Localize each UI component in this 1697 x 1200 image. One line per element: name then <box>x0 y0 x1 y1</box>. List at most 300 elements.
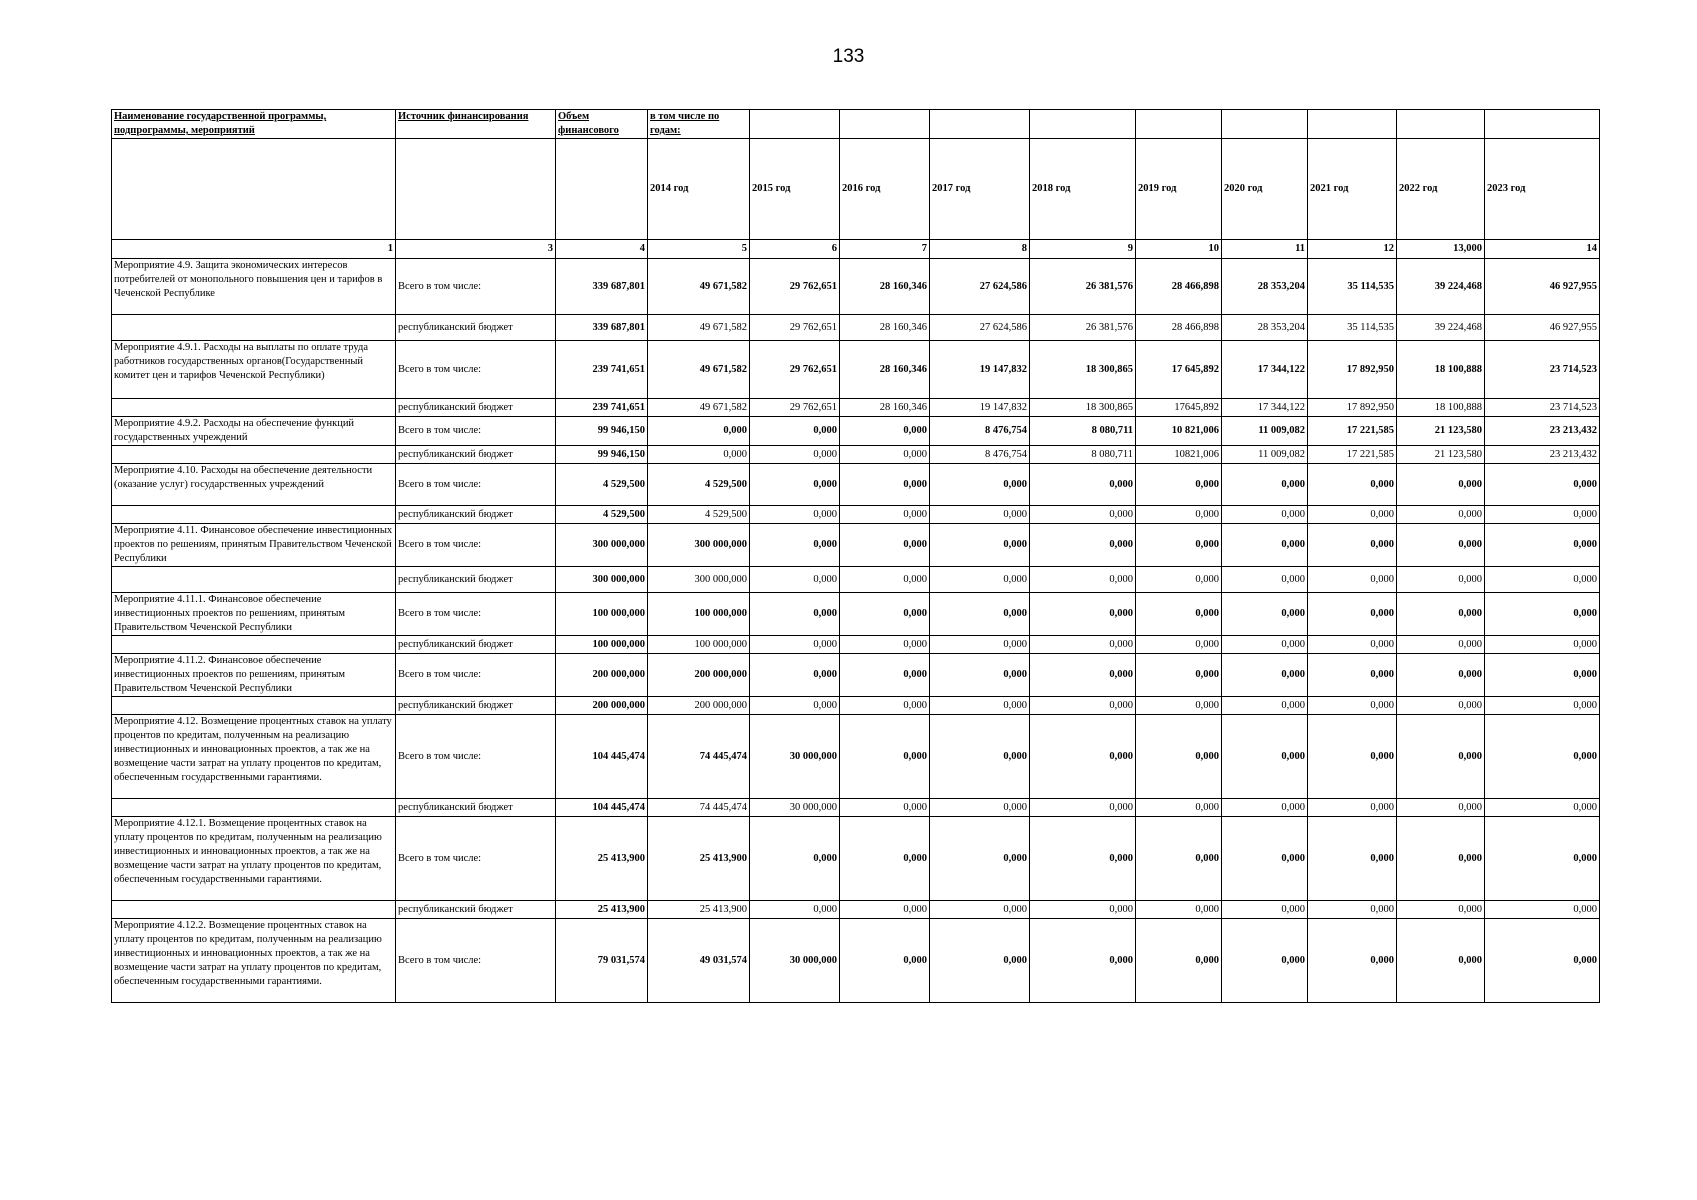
year-value-cell: 25 413,900 <box>648 901 750 919</box>
activity-name-cell <box>112 799 396 817</box>
year-value-cell: 0,000 <box>1308 901 1397 919</box>
year-value-cell: 0,000 <box>1485 636 1600 654</box>
funding-source-cell: Всего в том числе: <box>396 341 556 399</box>
total-volume-cell: 25 413,900 <box>556 901 648 919</box>
year-value-cell: 10 821,006 <box>1136 417 1222 446</box>
header-source: Источник финансирования <box>396 110 556 139</box>
year-label: 2019 год <box>1136 139 1222 240</box>
year-value-cell: 26 381,576 <box>1030 259 1136 315</box>
year-value-cell: 23 213,432 <box>1485 417 1600 446</box>
year-value-cell: 300 000,000 <box>648 524 750 567</box>
header-row-titles <box>112 110 1600 139</box>
header-by-years: в том числе по годам: <box>648 110 750 139</box>
year-value-cell: 0,000 <box>1136 817 1222 901</box>
year-value-cell: 0,000 <box>1136 506 1222 524</box>
year-value-cell: 0,000 <box>1222 715 1308 799</box>
activity-name-cell <box>112 636 396 654</box>
year-label: 2020 год <box>1222 139 1308 240</box>
year-value-cell: 18 300,865 <box>1030 341 1136 399</box>
header-row-years <box>112 139 1600 240</box>
total-volume-cell: 339 687,801 <box>556 315 648 341</box>
year-value-cell: 49 671,582 <box>648 315 750 341</box>
funding-source-cell: Всего в том числе: <box>396 817 556 901</box>
year-value-cell: 21 123,580 <box>1397 446 1485 464</box>
year-value-cell: 28 353,204 <box>1222 259 1308 315</box>
year-value-cell: 0,000 <box>1222 817 1308 901</box>
year-value-cell: 8 476,754 <box>930 417 1030 446</box>
year-value-cell: 0,000 <box>1030 799 1136 817</box>
year-value-cell: 0,000 <box>930 817 1030 901</box>
year-value-cell: 39 224,468 <box>1397 259 1485 315</box>
table-row-budget <box>112 901 1600 919</box>
year-value-cell: 11 009,082 <box>1222 417 1308 446</box>
year-value-cell: 29 762,651 <box>750 399 840 417</box>
year-value-cell: 8 080,711 <box>1030 446 1136 464</box>
column-number: 13,000 <box>1397 240 1485 259</box>
year-value-cell: 0,000 <box>1397 817 1485 901</box>
year-value-cell: 0,000 <box>750 464 840 506</box>
year-value-cell: 0,000 <box>1485 654 1600 697</box>
funding-source-cell: республиканский бюджет <box>396 446 556 464</box>
year-value-cell: 0,000 <box>1030 715 1136 799</box>
year-value-cell: 0,000 <box>1485 593 1600 636</box>
year-value-cell: 100 000,000 <box>648 636 750 654</box>
year-label: 2016 год <box>840 139 930 240</box>
table-row-activity <box>112 464 1600 506</box>
column-number: 11 <box>1222 240 1308 259</box>
funding-source-cell: Всего в том числе: <box>396 593 556 636</box>
table-row-budget <box>112 636 1600 654</box>
year-value-cell: 49 671,582 <box>648 259 750 315</box>
year-value-cell: 74 445,474 <box>648 715 750 799</box>
year-value-cell: 0,000 <box>1308 817 1397 901</box>
year-label: 2015 год <box>750 139 840 240</box>
column-number: 12 <box>1308 240 1397 259</box>
year-value-cell: 18 100,888 <box>1397 341 1485 399</box>
year-label: 2018 год <box>1030 139 1136 240</box>
year-value-cell: 30 000,000 <box>750 919 840 1003</box>
funding-source-cell: Всего в том числе: <box>396 654 556 697</box>
year-value-cell: 49 671,582 <box>648 399 750 417</box>
year-value-cell: 0,000 <box>1222 464 1308 506</box>
year-value-cell: 0,000 <box>1397 464 1485 506</box>
year-value-cell: 28 466,898 <box>1136 315 1222 341</box>
year-value-cell: 0,000 <box>1308 464 1397 506</box>
year-value-cell: 300 000,000 <box>648 567 750 593</box>
year-value-cell: 0,000 <box>1485 464 1600 506</box>
year-value-cell: 0,000 <box>1030 636 1136 654</box>
year-value-cell: 0,000 <box>1222 567 1308 593</box>
activity-name-cell: Мероприятие 4.11. Финансовое обеспечение инвестиционных проектов по решениям, принятым Правительством Чеченской Республики <box>112 524 396 567</box>
activity-name-cell: Мероприятие 4.10. Расходы на обеспечение деятельности (оказание услуг) государственных учреждений <box>112 464 396 506</box>
year-value-cell: 19 147,832 <box>930 399 1030 417</box>
year-value-cell: 0,000 <box>1397 654 1485 697</box>
year-value-cell: 0,000 <box>930 567 1030 593</box>
year-value-cell: 0,000 <box>840 799 930 817</box>
year-value-cell: 0,000 <box>1485 799 1600 817</box>
funding-source-cell: Всего в том числе: <box>396 417 556 446</box>
year-value-cell: 0,000 <box>840 567 930 593</box>
year-value-cell: 0,000 <box>1136 567 1222 593</box>
year-value-cell: 0,000 <box>1308 567 1397 593</box>
year-value-cell: 23 213,432 <box>1485 446 1600 464</box>
year-label: 2023 год <box>1485 139 1600 240</box>
total-volume-cell: 25 413,900 <box>556 817 648 901</box>
table-row-activity <box>112 817 1600 901</box>
year-value-cell: 0,000 <box>1485 919 1600 1003</box>
year-value-cell: 0,000 <box>1485 524 1600 567</box>
header-name: Наименование государственной программы, подпрограммы, мероприятий <box>112 110 396 139</box>
year-value-cell: 0,000 <box>1308 636 1397 654</box>
funding-source-cell: Всего в том числе: <box>396 715 556 799</box>
total-volume-cell: 99 946,150 <box>556 417 648 446</box>
year-value-cell: 46 927,955 <box>1485 259 1600 315</box>
year-value-cell: 28 160,346 <box>840 259 930 315</box>
year-value-cell: 0,000 <box>750 417 840 446</box>
year-value-cell: 0,000 <box>1397 697 1485 715</box>
table-row-activity <box>112 341 1600 399</box>
year-value-cell: 10821,006 <box>1136 446 1222 464</box>
table-row-activity <box>112 417 1600 446</box>
year-value-cell: 0,000 <box>840 464 930 506</box>
total-volume-cell: 239 741,651 <box>556 399 648 417</box>
activity-name-cell <box>112 567 396 593</box>
year-value-cell: 8 080,711 <box>1030 417 1136 446</box>
year-value-cell: 0,000 <box>1397 506 1485 524</box>
funding-source-cell: республиканский бюджет <box>396 901 556 919</box>
year-value-cell: 0,000 <box>1222 654 1308 697</box>
year-value-cell: 18 100,888 <box>1397 399 1485 417</box>
funding-source-cell: Всего в том числе: <box>396 259 556 315</box>
year-value-cell: 0,000 <box>1397 919 1485 1003</box>
total-volume-cell: 79 031,574 <box>556 919 648 1003</box>
year-value-cell: 0,000 <box>1397 636 1485 654</box>
year-value-cell: 29 762,651 <box>750 315 840 341</box>
year-value-cell: 0,000 <box>840 654 930 697</box>
activity-name-cell <box>112 399 396 417</box>
column-number: 8 <box>930 240 1030 259</box>
year-value-cell: 27 624,586 <box>930 315 1030 341</box>
year-value-cell: 0,000 <box>1136 593 1222 636</box>
year-value-cell: 0,000 <box>1485 715 1600 799</box>
year-value-cell: 0,000 <box>1485 567 1600 593</box>
year-value-cell: 27 624,586 <box>930 259 1030 315</box>
year-value-cell: 0,000 <box>1030 817 1136 901</box>
year-label: 2021 год <box>1308 139 1397 240</box>
year-value-cell: 0,000 <box>750 593 840 636</box>
year-value-cell: 29 762,651 <box>750 259 840 315</box>
year-value-cell: 0,000 <box>750 697 840 715</box>
year-value-cell: 46 927,955 <box>1485 315 1600 341</box>
year-label: 2014 год <box>648 139 750 240</box>
year-value-cell: 0,000 <box>840 715 930 799</box>
year-value-cell: 0,000 <box>1222 697 1308 715</box>
year-value-cell: 0,000 <box>1136 697 1222 715</box>
year-value-cell: 29 762,651 <box>750 341 840 399</box>
activity-name-cell: Мероприятие 4.9. Защита экономических интересов потребителей от монопольного повышения цен и тарифов в Чеченской Республике <box>112 259 396 315</box>
year-value-cell: 0,000 <box>930 654 1030 697</box>
year-value-cell: 17 344,122 <box>1222 341 1308 399</box>
header-volume: Объем финансового <box>556 110 648 139</box>
funding-table <box>111 109 1600 1003</box>
year-value-cell: 0,000 <box>1030 524 1136 567</box>
year-value-cell: 0,000 <box>1030 919 1136 1003</box>
activity-name-cell <box>112 315 396 341</box>
year-value-cell: 0,000 <box>1222 593 1308 636</box>
year-value-cell: 0,000 <box>1308 697 1397 715</box>
table-row-budget <box>112 799 1600 817</box>
table-row-activity <box>112 715 1600 799</box>
year-value-cell: 0,000 <box>930 901 1030 919</box>
year-value-cell: 0,000 <box>1308 715 1397 799</box>
activity-name-cell <box>112 446 396 464</box>
year-value-cell: 0,000 <box>1222 524 1308 567</box>
year-value-cell: 4 529,500 <box>648 464 750 506</box>
year-value-cell: 0,000 <box>930 593 1030 636</box>
funding-source-cell: республиканский бюджет <box>396 799 556 817</box>
activity-name-cell: Мероприятие 4.12.2. Возмещение процентных ставок на уплату процентов по кредитам, полученным на реализацию инвестиционных и инновационных проектов, а так же на возмещение части затрат на уплату процентов по кредитам, обеспеченным государственными гарантиями. <box>112 919 396 1003</box>
funding-source-cell: республиканский бюджет <box>396 567 556 593</box>
year-value-cell: 0,000 <box>930 464 1030 506</box>
year-value-cell: 28 466,898 <box>1136 259 1222 315</box>
year-value-cell: 0,000 <box>840 919 930 1003</box>
funding-source-cell: республиканский бюджет <box>396 315 556 341</box>
year-value-cell: 0,000 <box>840 593 930 636</box>
year-value-cell: 0,000 <box>1136 799 1222 817</box>
column-number: 5 <box>648 240 750 259</box>
year-value-cell: 17645,892 <box>1136 399 1222 417</box>
year-value-cell: 0,000 <box>930 715 1030 799</box>
year-value-cell: 30 000,000 <box>750 799 840 817</box>
year-value-cell: 0,000 <box>750 817 840 901</box>
year-value-cell: 17 892,950 <box>1308 399 1397 417</box>
table-row-activity <box>112 524 1600 567</box>
funding-source-cell: республиканский бюджет <box>396 697 556 715</box>
year-value-cell: 0,000 <box>750 446 840 464</box>
table-row-budget <box>112 506 1600 524</box>
year-value-cell: 0,000 <box>840 901 930 919</box>
year-value-cell: 0,000 <box>930 506 1030 524</box>
year-value-cell: 0,000 <box>1030 464 1136 506</box>
year-value-cell: 30 000,000 <box>750 715 840 799</box>
activity-name-cell: Мероприятие 4.9.2. Расходы на обеспечение функций государственных учреждений <box>112 417 396 446</box>
funding-source-cell: Всего в том числе: <box>396 464 556 506</box>
total-volume-cell: 104 445,474 <box>556 799 648 817</box>
year-value-cell: 0,000 <box>750 901 840 919</box>
year-value-cell: 0,000 <box>840 817 930 901</box>
activity-name-cell <box>112 901 396 919</box>
year-value-cell: 0,000 <box>840 446 930 464</box>
funding-source-cell: республиканский бюджет <box>396 506 556 524</box>
year-value-cell: 0,000 <box>1136 919 1222 1003</box>
year-value-cell: 17 221,585 <box>1308 446 1397 464</box>
year-value-cell: 28 160,346 <box>840 315 930 341</box>
year-value-cell: 49 671,582 <box>648 341 750 399</box>
year-value-cell: 17 344,122 <box>1222 399 1308 417</box>
total-volume-cell: 4 529,500 <box>556 464 648 506</box>
year-value-cell: 0,000 <box>648 446 750 464</box>
table-header <box>112 110 1600 259</box>
table-row-activity <box>112 259 1600 315</box>
year-value-cell: 8 476,754 <box>930 446 1030 464</box>
year-value-cell: 0,000 <box>750 636 840 654</box>
year-label: 2022 год <box>1397 139 1485 240</box>
year-value-cell: 0,000 <box>930 919 1030 1003</box>
year-value-cell: 17 645,892 <box>1136 341 1222 399</box>
column-number: 14 <box>1485 240 1600 259</box>
year-value-cell: 28 160,346 <box>840 341 930 399</box>
year-value-cell: 23 714,523 <box>1485 341 1600 399</box>
header-row-column-numbers <box>112 240 1600 259</box>
year-value-cell: 0,000 <box>1222 799 1308 817</box>
column-number: 1 <box>112 240 396 259</box>
activity-name-cell <box>112 506 396 524</box>
year-value-cell: 0,000 <box>1308 919 1397 1003</box>
total-volume-cell: 99 946,150 <box>556 446 648 464</box>
table-row-activity <box>112 919 1600 1003</box>
year-value-cell: 0,000 <box>1397 593 1485 636</box>
column-number: 4 <box>556 240 648 259</box>
table-row-budget <box>112 567 1600 593</box>
year-value-cell: 0,000 <box>1308 654 1397 697</box>
year-value-cell: 23 714,523 <box>1485 399 1600 417</box>
year-value-cell: 0,000 <box>750 654 840 697</box>
column-number: 7 <box>840 240 930 259</box>
year-value-cell: 100 000,000 <box>648 593 750 636</box>
year-value-cell: 26 381,576 <box>1030 315 1136 341</box>
table-row-activity <box>112 654 1600 697</box>
year-value-cell: 21 123,580 <box>1397 417 1485 446</box>
year-value-cell: 200 000,000 <box>648 697 750 715</box>
year-value-cell: 0,000 <box>1136 654 1222 697</box>
column-number: 6 <box>750 240 840 259</box>
year-value-cell: 28 353,204 <box>1222 315 1308 341</box>
year-value-cell: 39 224,468 <box>1397 315 1485 341</box>
total-volume-cell: 4 529,500 <box>556 506 648 524</box>
year-value-cell: 49 031,574 <box>648 919 750 1003</box>
year-label: 2017 год <box>930 139 1030 240</box>
year-value-cell: 0,000 <box>930 636 1030 654</box>
total-volume-cell: 300 000,000 <box>556 567 648 593</box>
year-value-cell: 0,000 <box>1222 919 1308 1003</box>
activity-name-cell: Мероприятие 4.12.1. Возмещение процентных ставок на уплату процентов по кредитам, полученным на реализацию инвестиционных и инновационных проектов, а так же на возмещение части затрат на уплату процентов по кредитам, обеспеченным государственными гарантиями. <box>112 817 396 901</box>
year-value-cell: 0,000 <box>930 524 1030 567</box>
year-value-cell: 0,000 <box>1136 524 1222 567</box>
year-value-cell: 11 009,082 <box>1222 446 1308 464</box>
year-value-cell: 0,000 <box>840 697 930 715</box>
table-row-budget <box>112 446 1600 464</box>
year-value-cell: 0,000 <box>1030 901 1136 919</box>
total-volume-cell: 104 445,474 <box>556 715 648 799</box>
year-value-cell: 0,000 <box>1308 593 1397 636</box>
table-row-budget <box>112 697 1600 715</box>
year-value-cell: 0,000 <box>1397 567 1485 593</box>
year-value-cell: 0,000 <box>1222 506 1308 524</box>
year-value-cell: 0,000 <box>1030 654 1136 697</box>
activity-name-cell <box>112 697 396 715</box>
column-number: 9 <box>1030 240 1136 259</box>
year-value-cell: 0,000 <box>750 567 840 593</box>
table-row-budget <box>112 399 1600 417</box>
total-volume-cell: 200 000,000 <box>556 697 648 715</box>
year-value-cell: 0,000 <box>840 506 930 524</box>
activity-name-cell: Мероприятие 4.12. Возмещение процентных ставок на уплату процентов по кредитам, полученным на реализацию инвестиционных и инновационных проектов, а так же на возмещение части затрат на уплату процентов по кредитам, обеспеченным государственными гарантиями. <box>112 715 396 799</box>
year-value-cell: 0,000 <box>1397 524 1485 567</box>
year-value-cell: 0,000 <box>750 524 840 567</box>
total-volume-cell: 100 000,000 <box>556 593 648 636</box>
funding-source-cell: Всего в том числе: <box>396 524 556 567</box>
activity-name-cell: Мероприятие 4.11.2. Финансовое обеспечение инвестиционных проектов по решениям, принятым Правительством Чеченской Республики <box>112 654 396 697</box>
year-value-cell: 0,000 <box>1030 567 1136 593</box>
year-value-cell: 0,000 <box>840 417 930 446</box>
total-volume-cell: 200 000,000 <box>556 654 648 697</box>
year-value-cell: 0,000 <box>1136 715 1222 799</box>
year-value-cell: 17 892,950 <box>1308 341 1397 399</box>
year-value-cell: 0,000 <box>930 697 1030 715</box>
year-value-cell: 0,000 <box>750 506 840 524</box>
year-value-cell: 0,000 <box>648 417 750 446</box>
year-value-cell: 18 300,865 <box>1030 399 1136 417</box>
funding-source-cell: республиканский бюджет <box>396 399 556 417</box>
table-row-budget <box>112 315 1600 341</box>
year-value-cell: 28 160,346 <box>840 399 930 417</box>
column-number: 3 <box>396 240 556 259</box>
column-number: 10 <box>1136 240 1222 259</box>
year-value-cell: 25 413,900 <box>648 817 750 901</box>
year-value-cell: 0,000 <box>1397 799 1485 817</box>
year-value-cell: 0,000 <box>1397 901 1485 919</box>
funding-source-cell: республиканский бюджет <box>396 636 556 654</box>
activity-name-cell: Мероприятие 4.9.1. Расходы на выплаты по оплате труда работников государственных органов(Государственный комитет цен и тарифов Чеченской Республики) <box>112 341 396 399</box>
year-value-cell: 0,000 <box>930 799 1030 817</box>
year-value-cell: 19 147,832 <box>930 341 1030 399</box>
year-value-cell: 0,000 <box>1485 506 1600 524</box>
year-value-cell: 200 000,000 <box>648 654 750 697</box>
year-value-cell: 0,000 <box>1030 593 1136 636</box>
year-value-cell: 4 529,500 <box>648 506 750 524</box>
table-row-activity <box>112 593 1600 636</box>
year-value-cell: 0,000 <box>1485 901 1600 919</box>
year-value-cell: 0,000 <box>1136 901 1222 919</box>
year-value-cell: 35 114,535 <box>1308 315 1397 341</box>
year-value-cell: 74 445,474 <box>648 799 750 817</box>
funding-source-cell: Всего в том числе: <box>396 919 556 1003</box>
year-value-cell: 0,000 <box>1222 901 1308 919</box>
year-value-cell: 0,000 <box>1397 715 1485 799</box>
table-body <box>112 259 1600 1003</box>
year-value-cell: 0,000 <box>1308 524 1397 567</box>
total-volume-cell: 239 741,651 <box>556 341 648 399</box>
year-value-cell: 0,000 <box>1485 697 1600 715</box>
total-volume-cell: 339 687,801 <box>556 259 648 315</box>
year-value-cell: 0,000 <box>1030 506 1136 524</box>
year-value-cell: 0,000 <box>1136 464 1222 506</box>
page-number: 133 <box>832 46 865 67</box>
year-value-cell: 0,000 <box>1030 697 1136 715</box>
total-volume-cell: 100 000,000 <box>556 636 648 654</box>
year-value-cell: 0,000 <box>1222 636 1308 654</box>
year-value-cell: 0,000 <box>840 524 930 567</box>
year-value-cell: 0,000 <box>1308 799 1397 817</box>
year-value-cell: 0,000 <box>840 636 930 654</box>
year-value-cell: 0,000 <box>1136 636 1222 654</box>
year-value-cell: 0,000 <box>1485 817 1600 901</box>
activity-name-cell: Мероприятие 4.11.1. Финансовое обеспечение инвестиционных проектов по решениям, принятым Правительством Чеченской Республики <box>112 593 396 636</box>
total-volume-cell: 300 000,000 <box>556 524 648 567</box>
year-value-cell: 0,000 <box>1308 506 1397 524</box>
year-value-cell: 35 114,535 <box>1308 259 1397 315</box>
year-value-cell: 17 221,585 <box>1308 417 1397 446</box>
